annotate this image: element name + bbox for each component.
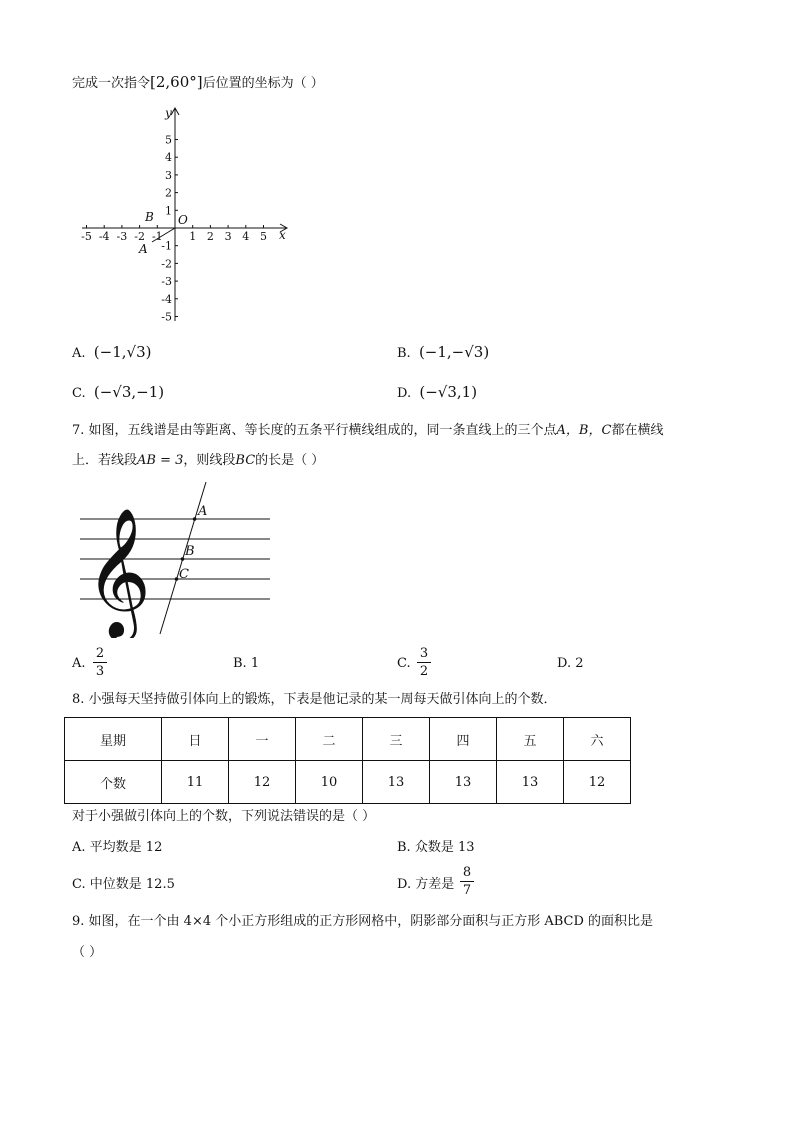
q8-weekly-table	[64, 717, 631, 804]
treble-clef-icon: 𝄞	[84, 507, 152, 637]
option-letter: B.	[397, 346, 411, 361]
option-letter: A.	[72, 346, 86, 361]
q7-option-a[interactable]	[72, 656, 86, 672]
q6-instruction: [2,60°]	[150, 73, 203, 91]
option-value: 2	[575, 656, 584, 671]
option-value: 中位数是 12.5	[89, 877, 175, 892]
q6-stem	[72, 74, 324, 92]
table-cell: 三	[363, 718, 430, 761]
q7-option-d[interactable]	[557, 656, 584, 672]
fraction-bar	[417, 662, 431, 663]
fraction-denominator: 3	[95, 664, 105, 679]
q9-stem-line2: （ ）	[72, 945, 103, 960]
x-tick-label: 4	[242, 230, 250, 243]
table-cell: 一	[229, 718, 296, 761]
option-value: 平均数是 12	[89, 840, 163, 855]
table-cell: 13	[363, 761, 430, 804]
q8-option-b[interactable]	[397, 840, 475, 856]
staff-label-c: C	[179, 567, 189, 582]
option-value: 方差是	[415, 877, 455, 892]
table-cell: 星期	[65, 718, 162, 761]
q7-line2-eq: AB = 3	[137, 453, 184, 468]
q9-stem-line1: 9. 如图，在一个由 4×4 个小正方形组成的正方形网格中，阴影部分面积与正方形 ABCD 的面积比是	[72, 914, 654, 929]
q6-option-a[interactable]	[72, 344, 151, 362]
q7-line1-points: A，B，C	[556, 423, 612, 438]
q7-stem-line1	[72, 423, 663, 439]
table-cell: 11	[162, 761, 229, 804]
q7-option-c[interactable]	[397, 656, 411, 672]
fraction-denominator: 7	[462, 883, 472, 898]
y-tick-label: 1	[165, 204, 172, 218]
q6-stem-a: 完成一次指令	[72, 76, 151, 91]
option-letter: D.	[557, 656, 572, 671]
x-tick-label: -2	[134, 230, 145, 243]
table-cell: 13	[430, 761, 497, 804]
table-cell: 日	[162, 718, 229, 761]
x-tick-label: -5	[81, 230, 92, 243]
q6-option-b[interactable]	[397, 344, 489, 362]
q8-option-d[interactable]	[397, 877, 454, 893]
fraction-numerator: 8	[462, 865, 472, 880]
x-tick-label: 1	[189, 230, 197, 243]
option-letter: B.	[397, 840, 411, 855]
option-value: 众数是 13	[414, 840, 475, 855]
point-b-label: B	[145, 210, 154, 224]
option-letter: D.	[397, 386, 412, 401]
table-row	[65, 718, 631, 761]
q7-staff-figure	[68, 478, 288, 638]
y-tick-label: 5	[165, 133, 172, 147]
staff-label-b: B	[185, 544, 195, 559]
q8-option-a[interactable]	[72, 840, 162, 856]
x-tick-label: -3	[116, 230, 128, 243]
table-cell: 12	[564, 761, 631, 804]
q7-option-a-fraction	[93, 646, 107, 679]
table-cell: 五	[497, 718, 564, 761]
y-axis-label: y	[165, 106, 172, 120]
q8-option-c[interactable]	[72, 877, 175, 893]
table-cell: 13	[497, 761, 564, 804]
option-letter: C.	[397, 656, 411, 671]
option-letter: C.	[72, 877, 86, 892]
x-tick-label: -4	[98, 230, 110, 243]
y-tick-label: 4	[165, 151, 172, 165]
q6-option-c[interactable]	[72, 384, 164, 402]
q7-line2-b: ，则线段	[183, 453, 236, 468]
origin-label: O	[178, 213, 188, 227]
option-letter: C.	[72, 386, 86, 401]
table-cell: 个数	[65, 761, 162, 804]
table-cell: 12	[229, 761, 296, 804]
table-cell: 二	[296, 718, 363, 761]
q8-question: 对于小强做引体向上的个数，下列说法错误的是（ ）	[72, 809, 376, 824]
x-tick-label: 2	[206, 230, 214, 243]
option-letter: A.	[72, 840, 86, 855]
x-tick-label: 3	[224, 230, 232, 243]
q7-option-c-fraction	[417, 646, 431, 679]
fraction-bar	[93, 662, 107, 663]
q7-line2-a: 上．若线段	[72, 453, 138, 468]
option-value: (−1,√3)	[93, 343, 152, 361]
table-cell: 六	[564, 718, 631, 761]
option-value: (−1,−√3)	[418, 343, 490, 361]
y-tick-label: 2	[165, 186, 172, 200]
q7-line1-end: 都在横线	[611, 423, 664, 438]
y-tick-label: -5	[161, 310, 172, 324]
fraction-bar	[460, 881, 474, 882]
q6-stem-b: 后位置的坐标为（ ）	[202, 76, 324, 91]
x-tick-label: -1	[151, 230, 163, 243]
q6-option-d[interactable]	[397, 384, 477, 402]
q7-line2-c: 的长是（ ）	[255, 453, 325, 468]
table-row	[65, 761, 631, 804]
table-cell: 四	[430, 718, 497, 761]
x-tick-label: 5	[260, 230, 267, 243]
point-a-label: A	[139, 242, 148, 256]
y-tick-label: 3	[165, 168, 172, 182]
option-value: (−√3,1)	[419, 383, 478, 401]
fraction-numerator: 2	[95, 646, 105, 661]
option-letter: D.	[397, 877, 412, 892]
q7-line2-seg: BC	[235, 453, 256, 468]
x-axis-label: x	[279, 228, 286, 242]
fraction-denominator: 2	[419, 664, 429, 679]
option-letter: B.	[233, 656, 247, 671]
option-value: 1	[250, 656, 260, 671]
q7-line1-text: 7. 如图，五线谱是由等距离、等长度的五条平行横线组成的，同一条直线上的三个点	[72, 423, 557, 438]
q7-stem-line2	[72, 453, 324, 469]
y-tick-label: -2	[161, 257, 172, 271]
table-cell: 10	[296, 761, 363, 804]
q6-coordinate-graph	[75, 102, 305, 332]
fraction-numerator: 3	[419, 646, 429, 661]
q7-option-b[interactable]	[233, 656, 259, 672]
y-tick-label: -1	[161, 239, 172, 253]
q8-stem: 8. 小强每天坚持做引体向上的锻炼，下表是他记录的某一周每天做引体向上的个数．	[72, 692, 557, 707]
q8-option-d-fraction	[460, 865, 474, 898]
staff-label-a: A	[198, 504, 208, 519]
y-tick-label: -4	[161, 292, 172, 306]
option-value: (−√3,−1)	[93, 383, 165, 401]
option-letter: A.	[72, 656, 86, 671]
y-tick-label: -3	[161, 275, 172, 289]
